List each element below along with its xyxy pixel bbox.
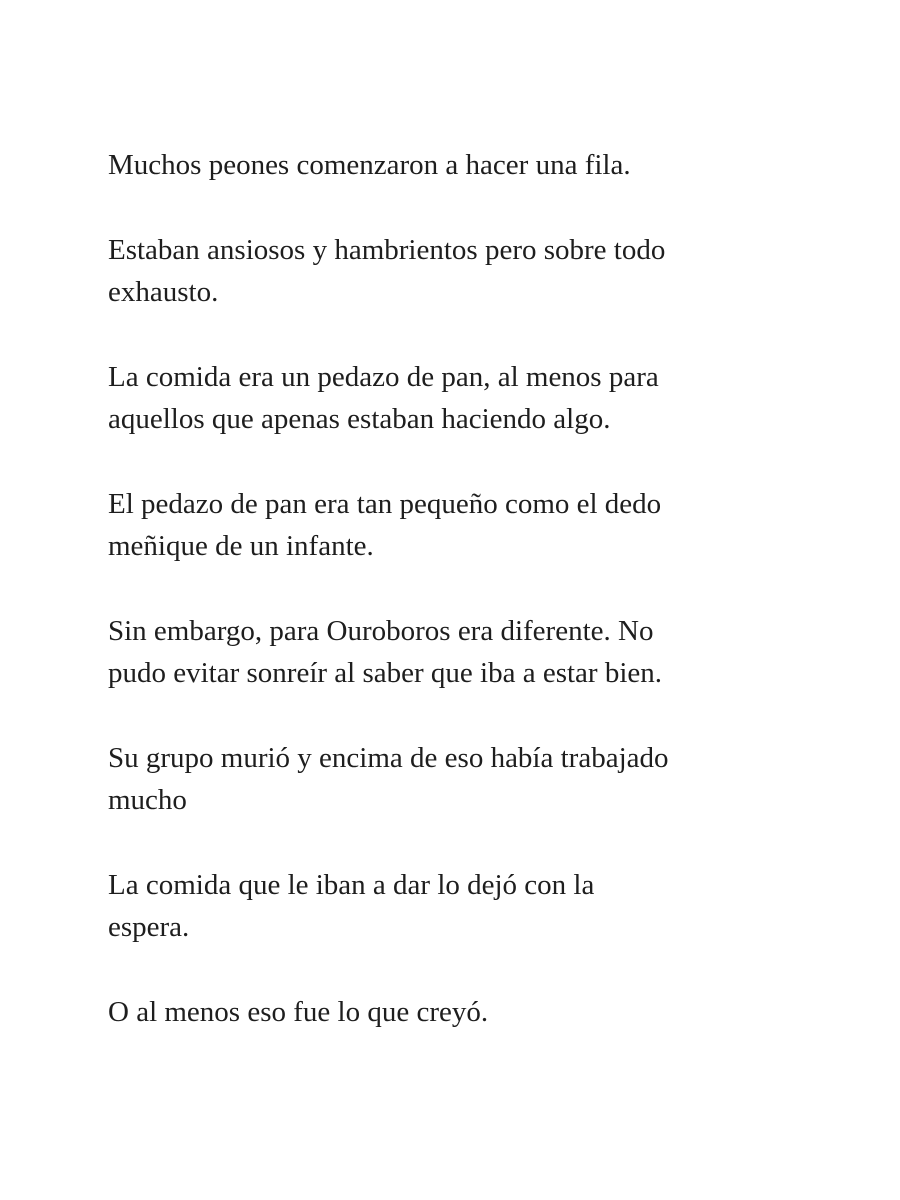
paragraph-line: pudo evitar sonreír al saber que iba a estar bien. xyxy=(108,657,663,689)
paragraph-line: meñique de un infante. xyxy=(108,530,374,562)
paragraph-6 xyxy=(108,737,808,821)
document-page xyxy=(108,144,808,1076)
paragraph-line: El pedazo de pan era tan pequeño como el dedo xyxy=(108,488,662,520)
paragraph-line: O al menos eso fue lo que creyó. xyxy=(108,996,489,1028)
paragraph-line: La comida era un pedazo de pan, al menos para xyxy=(108,361,659,393)
paragraph-line: espera. xyxy=(108,911,190,943)
paragraph-1 xyxy=(108,144,808,186)
paragraph-7 xyxy=(108,864,808,948)
paragraph-8 xyxy=(108,991,808,1033)
paragraph-line: La comida que le iban a dar lo dejó con la xyxy=(108,869,595,901)
paragraph-5 xyxy=(108,610,808,694)
paragraph-line: Su grupo murió y encima de eso había trabajado xyxy=(108,742,669,774)
paragraph-line: exhausto. xyxy=(108,276,219,308)
paragraph-line: Muchos peones comenzaron a hacer una fila. xyxy=(108,149,631,181)
paragraph-line: Estaban ansiosos y hambrientos pero sobre todo xyxy=(108,234,666,266)
paragraph-line: aquellos que apenas estaban haciendo algo. xyxy=(108,403,611,435)
paragraph-4 xyxy=(108,483,808,567)
paragraph-line: Sin embargo, para Ouroboros era diferente. No xyxy=(108,615,654,647)
paragraph-line: mucho xyxy=(108,784,187,816)
paragraph-3 xyxy=(108,356,808,440)
paragraph-2 xyxy=(108,229,808,313)
